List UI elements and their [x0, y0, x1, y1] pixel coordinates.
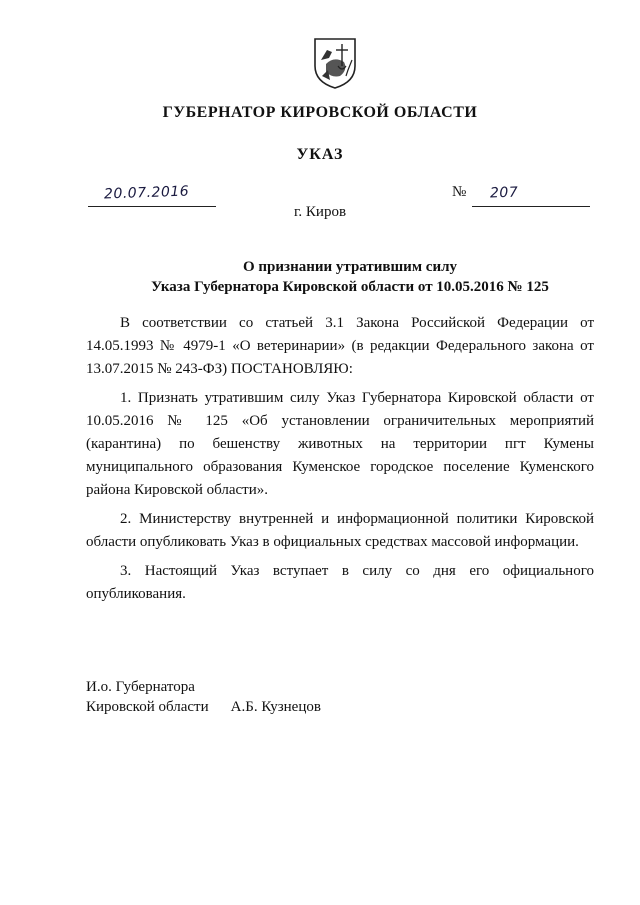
clause-3-paragraph: 3. Настоящий Указ вступает в силу со дня его официального опубликования.	[86, 563, 594, 602]
preamble-paragraph: В соответствии со статьей 3.1 Закона Российской Федерации от 14.05.1993 № 4979-1 «О ветеринарии» (в редакции Федерального закона от 13.07.2015 № 243-ФЗ) ПОСТАНОВЛЯЮ:	[86, 315, 594, 377]
coat-of-arms-icon	[312, 36, 358, 90]
number-label: №	[452, 184, 467, 200]
decree-number: 207	[489, 184, 519, 202]
clause-1-paragraph: 1. Признать утратившим силу Указ Губернатора Кировской области от 10.05.2016 № 125 «Об установлении ограничительных мероприятий (карантина) по бешенству животных на территории пгт Кумены муниципального образования Куменское городское поселение Куменского района Кировской области».	[86, 390, 594, 498]
clause-2-paragraph: 2. Министерству внутренней и информационной политики Кировской области опубликовать Указ в официальных средствах массовой информации.	[86, 511, 594, 550]
office-title: ГУБЕРНАТОР КИРОВСКОЙ ОБЛАСТИ	[162, 104, 478, 121]
signer-position-line-1: И.о. Губернатора	[86, 679, 195, 695]
heading-line-2: Указа Губернатора Кировской области от 10.05.2016 № 125	[151, 279, 549, 295]
decree-heading	[60, 257, 640, 297]
document-type: УКАЗ	[296, 146, 344, 163]
city: г. Киров	[293, 204, 347, 220]
signature-block	[86, 677, 386, 717]
decree-date: 20.07.2016	[103, 183, 190, 203]
heading-line-1: О признании утратившим силу	[243, 259, 457, 275]
signer-name: А.Б. Кузнецов	[230, 699, 321, 715]
decree-body	[86, 312, 594, 612]
signer-position-line-2: Кировской области	[86, 699, 209, 715]
